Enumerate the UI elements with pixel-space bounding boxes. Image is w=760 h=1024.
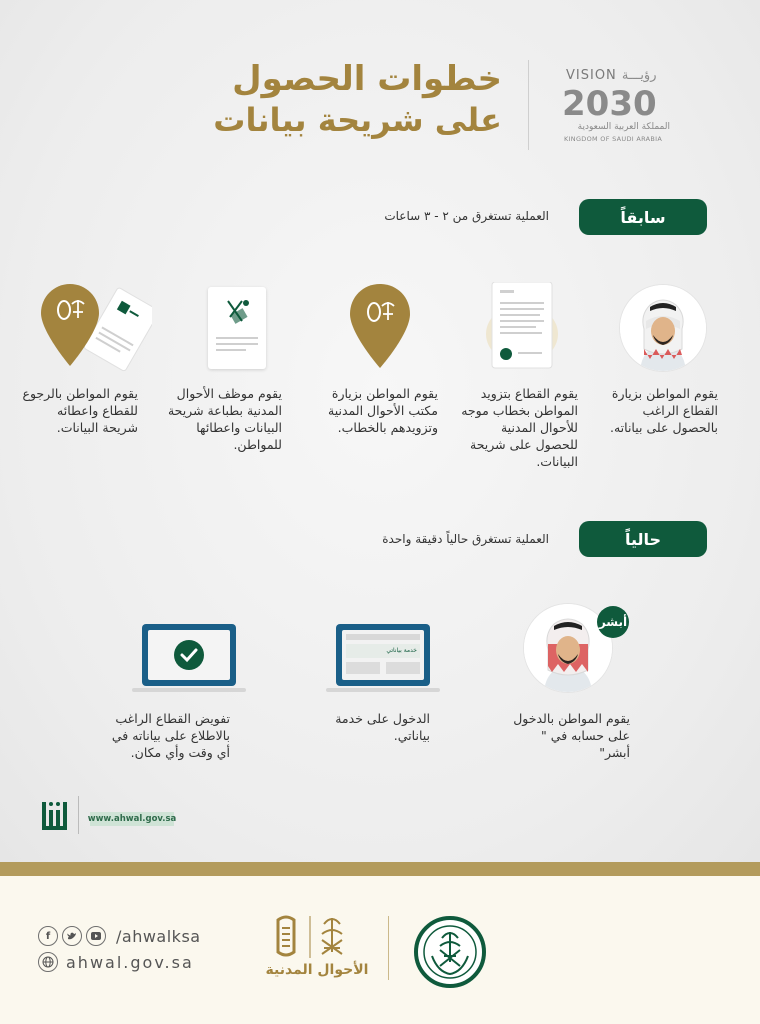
social-links xyxy=(38,926,201,946)
check-circle-icon xyxy=(148,630,230,680)
vision-kingdom-ar: المملكة العربية السعودية xyxy=(577,122,670,132)
ministry-emblem-icon xyxy=(414,916,486,988)
absher-divider xyxy=(78,796,79,834)
return-to-sector-pin-icon xyxy=(40,282,152,374)
current-duration-note: العملية تستغرق حالياً دقيقة واحدة xyxy=(382,532,549,546)
printed-data-sheet-icon xyxy=(208,287,266,369)
footer-divider xyxy=(388,916,389,980)
page-title xyxy=(213,58,502,140)
letter-document-icon xyxy=(484,282,560,372)
vision-en-text: VISION xyxy=(566,68,617,83)
absher-badge-icon xyxy=(597,606,629,638)
current-step-1-text: يقوم المواطن بالدخول على حسابه في " أبشر" xyxy=(513,711,630,760)
authorize-check-laptop-icon xyxy=(132,624,246,694)
youtube-icon[interactable] xyxy=(86,926,106,946)
globe-icon xyxy=(38,952,58,972)
vision-year: 2030 xyxy=(562,84,657,124)
current-step-3-text: تفويض القطاع الراغب بالاطلاع على بياناته في أي وقت وأي مكان. xyxy=(111,711,230,760)
vision-kingdom-en: KINGDOM OF SAUDI ARABIA xyxy=(564,135,663,143)
previous-step-2-text: يقوم القطاع بتزويد المواطن بخطاب موجه للأحوال المدنية للحصول على شريحة البيانات. xyxy=(461,386,578,469)
bayanati-screen-title: خدمة بياناتي xyxy=(346,644,420,658)
facebook-icon[interactable]: f xyxy=(38,926,58,946)
vision-ar-text: رؤيـــة xyxy=(621,68,657,83)
citizen-avatar-icon xyxy=(620,285,706,371)
absher-url[interactable]: www.ahwal.gov.sa xyxy=(87,814,177,824)
title-line-2: على شريحة بيانات xyxy=(213,101,502,139)
previous-step-5-text: يقوم المواطن بالرجوع للقطاع واعطائه شريحة البيانات. xyxy=(22,386,138,435)
absher-badge-text: أبشر xyxy=(598,615,628,629)
footer-gold-band xyxy=(0,862,760,876)
bayanati-service-laptop-icon xyxy=(326,624,440,694)
website-text: ahwal.gov.sa xyxy=(66,952,194,972)
current-section-pill: حالياً xyxy=(579,521,707,557)
vision-2030-logo xyxy=(558,62,678,146)
laptop-screen xyxy=(336,624,430,686)
absher-logo xyxy=(40,796,70,834)
current-step-2-text: الدخول على خدمة بياناتي. xyxy=(335,711,430,743)
previous-step-1-text: يقوم المواطن بزيارة القطاع الراغب بالحصول على بياناته. xyxy=(609,386,718,435)
civil-affairs-logo-icon xyxy=(272,912,368,962)
title-line-1: خطوات الحصول xyxy=(232,59,502,99)
previous-section-pill: سابقاً xyxy=(579,199,707,235)
social-handle[interactable]: /ahwalksa xyxy=(116,926,201,946)
previous-step-3-text: يقوم المواطن بزيارة مكتب الأحوال المدنية وتزويدهم بالخطاب. xyxy=(328,386,438,435)
footer xyxy=(0,876,760,1024)
header-divider xyxy=(528,60,529,150)
laptop-screen xyxy=(142,624,236,686)
twitter-icon[interactable] xyxy=(62,926,82,946)
civil-affairs-label: الأحوال المدنية xyxy=(265,962,369,978)
previous-step-4-text: يقوم موظف الأحوال المدنية بطباعة شريحة البيانات واعطائها للمواطن. xyxy=(167,386,282,452)
previous-duration-note: العملية تستغرق من ٢ - ٣ ساعات xyxy=(384,209,549,223)
website-link[interactable] xyxy=(38,952,194,972)
civil-affairs-location-pin-icon xyxy=(350,284,410,372)
